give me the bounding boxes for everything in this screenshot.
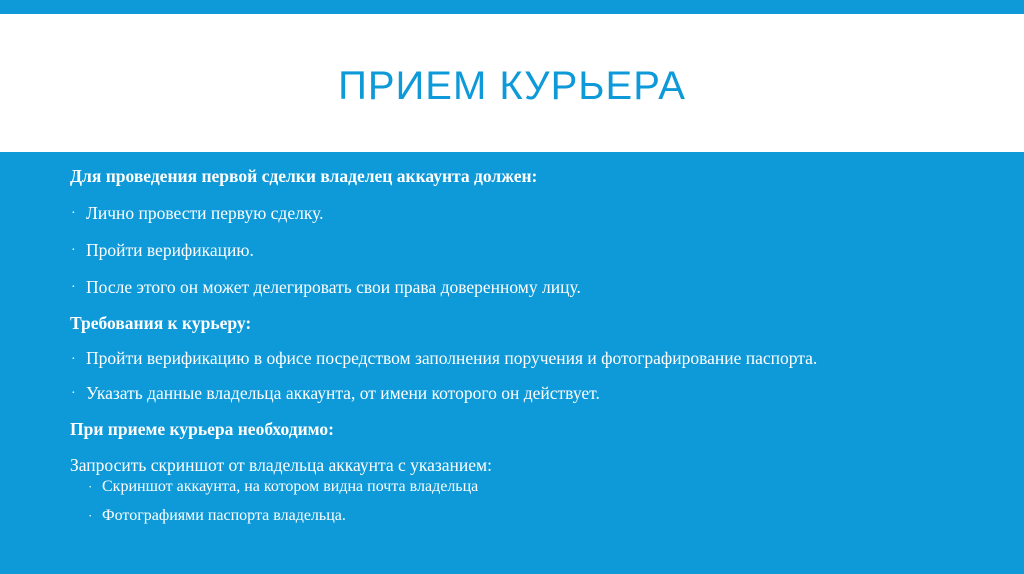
list-item [70,240,950,261]
section3-heading: При приеме курьера необходимо: [70,419,334,439]
bullet-icon: · [88,508,93,523]
section1-heading: Для проведения первой сделки владелец аккаунта должен: [70,166,538,186]
section3-intro: Запросить скриншот от владельца аккаунта с указанием: [70,455,492,475]
sub-list-item [70,506,950,526]
bullet-icon: · [88,479,93,494]
list-item-text: Пройти верификацию в офисе посредством заполнения поручения и фотографирование паспорта. [86,348,818,368]
top-accent-strip [0,0,1024,14]
list-item [70,383,950,404]
bullet-icon: · [71,386,76,401]
list-item-text: Указать данные владельца аккаунта, от имени которого он действует. [86,383,600,403]
sub-list-item [70,477,950,497]
bullet-icon: · [71,206,76,221]
sub-list-item-text: Скриншот аккаунта, на котором видна почта владельца [102,478,479,495]
bullet-icon: · [71,243,76,258]
slide-content [70,166,950,526]
list-item [70,349,950,368]
section2-heading: Требования к курьеру: [70,313,252,333]
slide-title: ПРИЕМ КУРЬЕРА [338,64,686,108]
list-item-text: Лично провести первую сделку. [86,203,324,223]
bullet-icon: · [71,352,76,367]
list-item [70,277,950,298]
bullet-icon: · [71,280,76,295]
list-item [70,203,950,224]
sub-list-item-text: Фотографиями паспорта владельца. [102,507,346,524]
list-item-text: После этого он может делегировать свои права доверенному лицу. [86,277,581,297]
list-item-text: Пройти верификацию. [86,240,254,260]
